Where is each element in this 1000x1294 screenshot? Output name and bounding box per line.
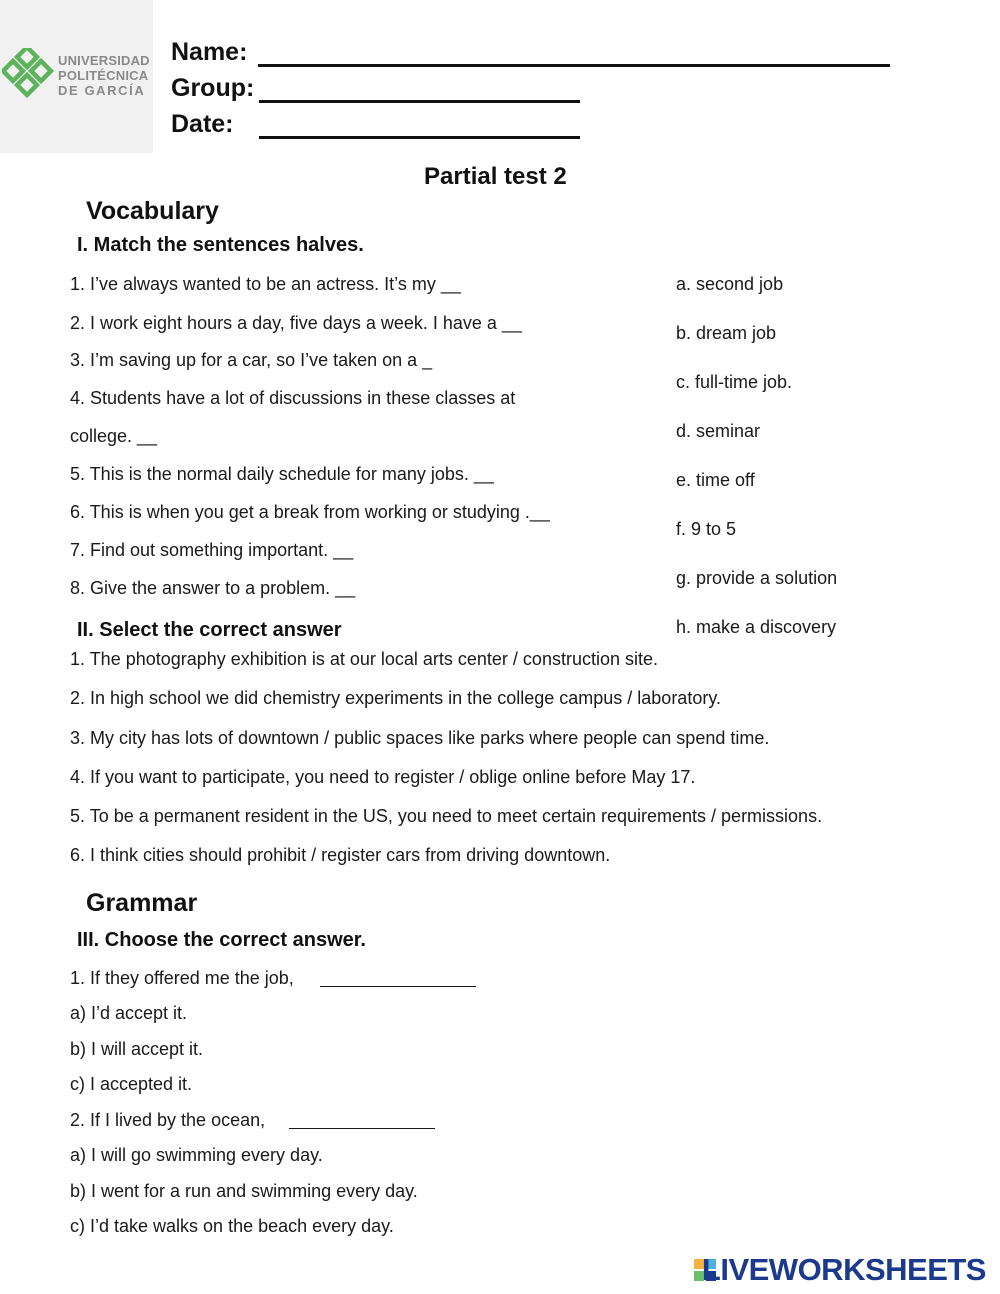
grammar-answer-blank-1[interactable] (320, 986, 476, 987)
match-sentence-4-cont[interactable]: college. __ (70, 426, 158, 446)
part3-instruction: III. Choose the correct answer. (77, 929, 366, 951)
university-emblem-icon (2, 48, 56, 102)
q1-option-a[interactable]: a) I’d accept it. (70, 1003, 188, 1023)
group-field[interactable] (259, 100, 580, 103)
select-item-2[interactable]: 2. In high school we did chemistry experiments in the college campus / laboratory. (70, 688, 721, 708)
university-name-line-3: DE GARCÍA (58, 83, 146, 98)
match-sentence-1[interactable]: 1. I’ve always wanted to be an actress. It’s my __ (70, 274, 461, 294)
match-option-g: g. provide a solution (676, 568, 838, 588)
match-sentence-7[interactable]: 7. Find out something important. __ (70, 540, 354, 560)
match-option-e: e. time off (676, 470, 755, 490)
match-sentence-5[interactable]: 5. This is the normal daily schedule for many jobs. __ (70, 464, 494, 484)
q1-option-b[interactable]: b) I will accept it. (70, 1039, 204, 1059)
group-label: Group: (171, 74, 255, 102)
name-label: Name: (171, 38, 248, 66)
university-name-line-2: POLITÉCNICA (58, 68, 149, 83)
grammar-heading: Grammar (86, 889, 198, 917)
q1-option-c[interactable]: c) I accepted it. (70, 1074, 193, 1094)
grammar-answer-blank-2[interactable] (289, 1128, 435, 1129)
match-sentence-2[interactable]: 2. I work eight hours a day, five days a week. I have a __ (70, 313, 522, 333)
select-item-3[interactable]: 3. My city has lots of downtown / public spaces like parks where people can spend time. (70, 728, 770, 748)
date-field[interactable] (259, 136, 580, 139)
match-option-h: h. make a discovery (676, 617, 837, 637)
university-name-line-1: UNIVERSIDAD (58, 53, 150, 68)
match-option-a: a. second job (676, 274, 784, 294)
part1-instruction: I. Match the sentences halves. (77, 234, 364, 256)
university-logo (0, 0, 153, 153)
match-option-f: f. 9 to 5 (676, 519, 737, 539)
name-field[interactable] (258, 64, 890, 67)
date-label: Date: (171, 110, 234, 138)
select-item-6[interactable]: 6. I think cities should prohibit / register cars from driving downtown. (70, 845, 611, 865)
select-item-4[interactable]: 4. If you want to participate, you need to register / oblige online before May 17. (70, 767, 696, 787)
match-sentence-3[interactable]: 3. I’m saving up for a car, so I’ve taken on a _ (70, 350, 433, 370)
q2-option-b[interactable]: b) I went for a run and swimming every day. (70, 1181, 418, 1201)
match-sentence-8[interactable]: 8. Give the answer to a problem. __ (70, 578, 356, 598)
select-item-1[interactable]: 1. The photography exhibition is at our local arts center / construction site. (70, 649, 658, 669)
liveworksheets-logo: LIVEWORKSHEETS (701, 1252, 986, 1287)
grammar-question-2: 2. If I lived by the ocean, (70, 1110, 266, 1130)
match-option-d: d. seminar (676, 421, 761, 441)
q2-option-a[interactable]: a) I will go swimming every day. (70, 1145, 323, 1165)
select-item-5[interactable]: 5. To be a permanent resident in the US, you need to meet certain requirements / permissions. (70, 806, 823, 826)
match-sentence-6[interactable]: 6. This is when you get a break from working or studying .__ (70, 502, 550, 522)
vocabulary-heading: Vocabulary (86, 197, 219, 225)
match-option-b: b. dream job (676, 323, 777, 343)
match-option-c: c. full-time job. (676, 372, 793, 392)
match-sentence-4: 4. Students have a lot of discussions in these classes at (70, 388, 516, 408)
page-title: Partial test 2 (424, 163, 567, 190)
q2-option-c[interactable]: c) I’d take walks on the beach every day. (70, 1216, 394, 1236)
part2-instruction: II. Select the correct answer (77, 619, 342, 641)
grammar-question-1: 1. If they offered me the job, (70, 968, 294, 988)
